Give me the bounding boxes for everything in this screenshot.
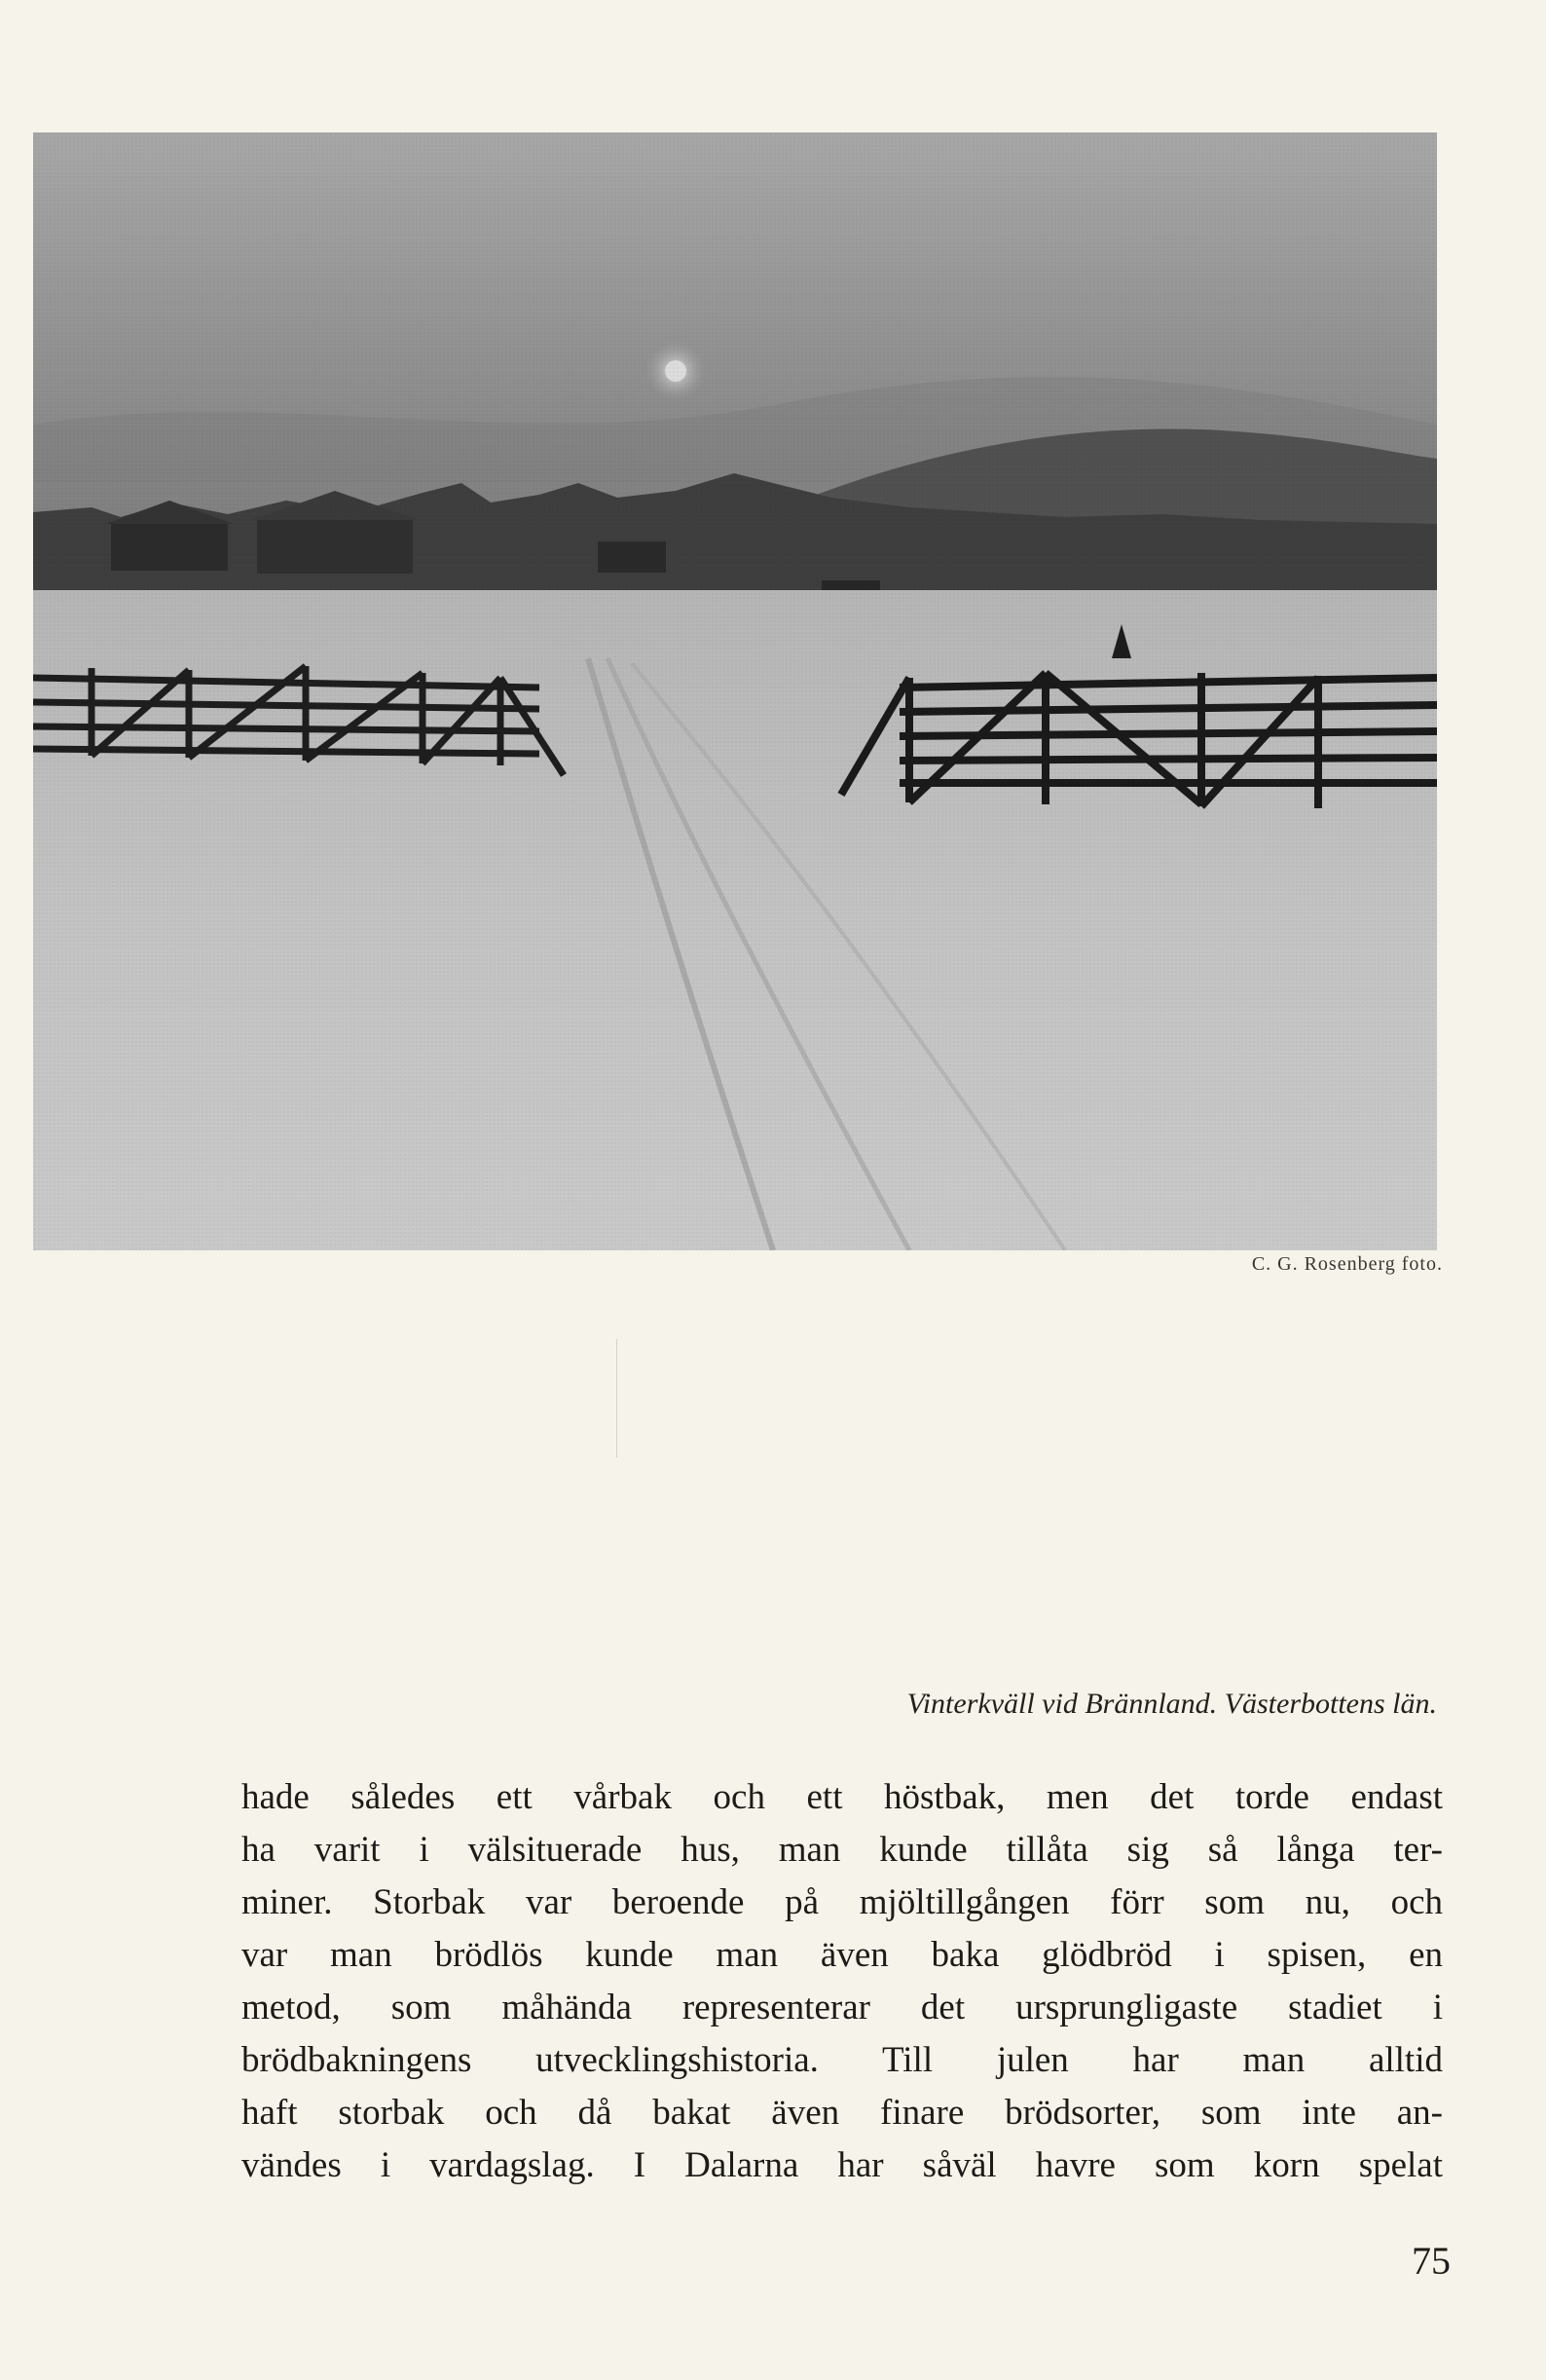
photo-credit: C. G. Rosenberg foto. <box>1251 1253 1443 1275</box>
body-line: vändes i vardagslag. I Dalarna har såväl havre som korn spelat <box>241 2145 1443 2185</box>
gutter-line <box>616 1339 617 1458</box>
body-line: hade således ett vårbak och ett höstbak, men det torde endast <box>241 1777 1443 1817</box>
body-line: brödbakningens utvecklingshistoria. Till julen har man alltid <box>241 2040 1443 2080</box>
page-number: 75 <box>1412 2239 1451 2283</box>
body-line: haft storbak och då bakat även finare brödsorter, som inte an- <box>241 2093 1443 2133</box>
body-line: var man brödlös kunde man även baka glödbröd i spisen, en <box>241 1935 1443 1975</box>
body-text <box>241 1771 1443 2192</box>
photo-caption: Vinterkväll vid Brännland. Västerbottens län. <box>906 1688 1437 1720</box>
winter-landscape-photo <box>33 132 1437 1250</box>
body-line: metod, som måhända representerar det ursprungligaste stadiet i <box>241 1988 1443 2027</box>
body-line: miner. Storbak var beroende på mjöltillgången förr som nu, och <box>241 1882 1443 1922</box>
photo-illustration <box>33 132 1437 1250</box>
body-line: ha varit i välsituerade hus, man kunde tillåta sig så långa ter- <box>241 1830 1443 1870</box>
